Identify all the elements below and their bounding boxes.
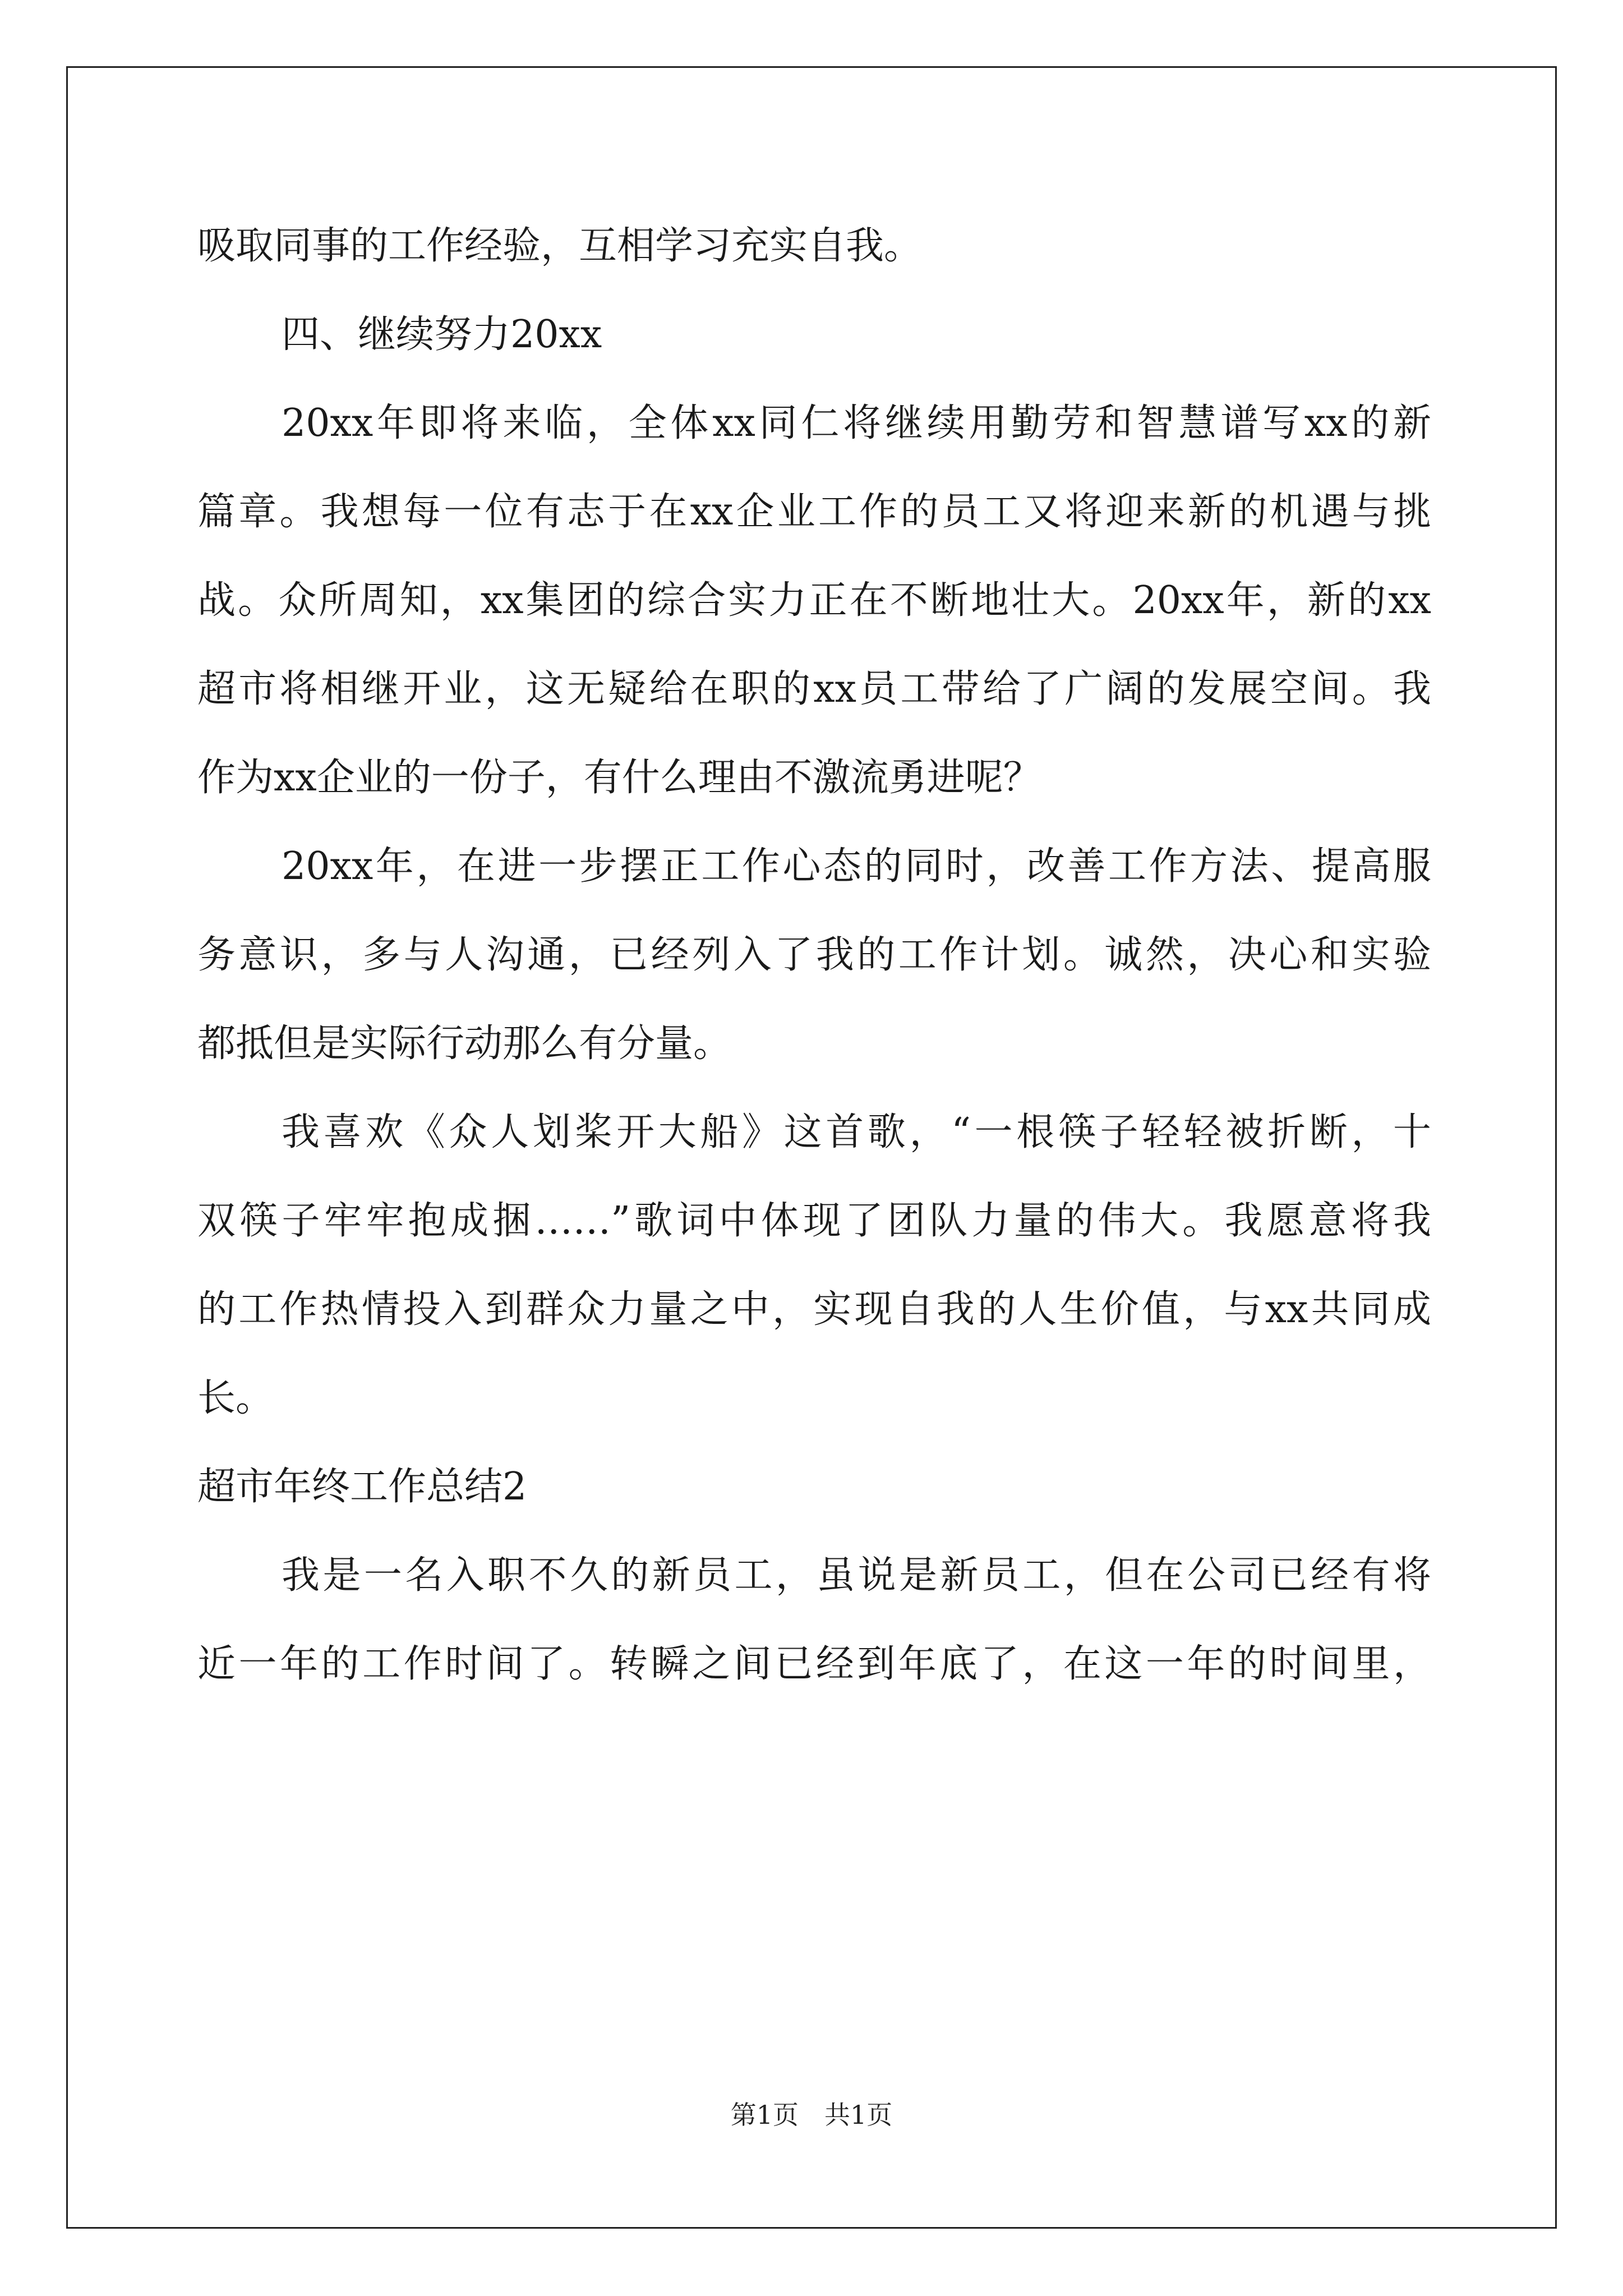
text-line: 双筷子牢牢抱成捆……”歌词中体现了团队力量的伟大。我愿意将我 [197, 1199, 1431, 1243]
page-footer: 第1页 共1页 [730, 2100, 893, 2130]
text-line: 都抵但是实际行动那么有分量。 [197, 1022, 732, 1066]
text-line: 作为xx企业的一份子，有什么理由不激流勇进呢？ [197, 756, 1041, 800]
text-line: 近一年的工作时间了。转瞬之间已经到年底了，在这一年的时间里， [197, 1642, 1431, 1686]
text-line: 我是一名入职不久的新员工，虽说是新员工，但在公司已经有将 [282, 1553, 1431, 1598]
text-line: 四、继续努力20xx [282, 312, 602, 357]
text-line: 务意识，多与人沟通，已经列入了我的工作计划。诚然，决心和实验 [197, 933, 1431, 977]
text-line: 20xx年，在进一步摆正工作心态的同时，改善工作方法、提高服 [282, 844, 1431, 889]
text-line: 我喜欢《众人划桨开大船》这首歌，“一根筷子轻轻被折断，十 [282, 1110, 1431, 1154]
paragraph-lines [197, 202, 1431, 1443]
text-line: 吸取同事的工作经验，互相学习充实自我。 [197, 224, 923, 268]
text-line: 的工作热情投入到群众力量之中，实现自我的人生价值，与xx共同成 [197, 1287, 1431, 1332]
document-body [197, 202, 1431, 1709]
paragraph-lines-2 [197, 1531, 1431, 1709]
section-title: 超市年终工作总结2 [197, 1465, 527, 1509]
text-line: 篇章。我想每一位有志于在xx企业工作的员工又将迎来新的机遇与挑 [197, 490, 1431, 534]
text-line: 长。 [197, 1376, 274, 1420]
text-line: 超市将相继开业，这无疑给在职的xx员工带给了广阔的发展空间。我 [197, 667, 1431, 711]
text-line: 20xx年即将来临，全体xx同仁将继续用勤劳和智慧谱写xx的新 [282, 401, 1431, 445]
text-line: 战。众所周知，xx集团的综合实力正在不断地壮大。20xx年，新的xx [197, 578, 1431, 623]
